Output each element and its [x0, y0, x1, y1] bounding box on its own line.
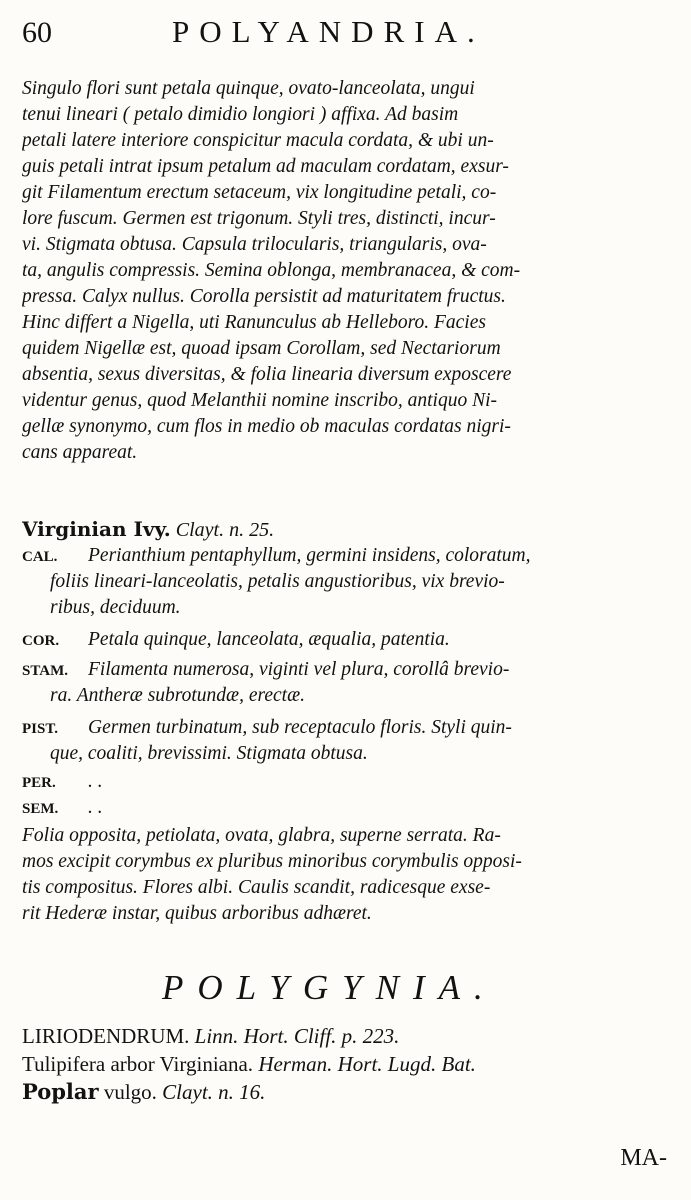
character-text: foliis lineari-lanceolatis, petalis angustioribus, vix brevio-: [50, 571, 505, 592]
character-label: STAM.: [22, 663, 68, 679]
character-text: Filamenta numerosa, viginti vel plura, corollâ brevio-: [88, 659, 510, 680]
text-line: cans appareat.: [22, 442, 138, 463]
text-line: gellæ synonymo, cum flos in medio ob maculas cordatas nigri-: [22, 416, 511, 437]
character-text: que, coaliti, brevissimi. Stigmata obtusa.: [50, 743, 368, 764]
text-line: guis petali intrat ipsum petalum ad maculam cordatam, exsur-: [22, 156, 509, 177]
character-text: . .: [88, 771, 103, 792]
character-label: PER.: [22, 775, 56, 791]
text-line: pressa. Calyx nullus. Corolla persistit ad maturitatem fructus.: [22, 286, 506, 307]
section-heading: POLYGYNIA.: [162, 968, 497, 1007]
text-line: git Filamentum erectum setaceum, vix longitudine petali, co-: [22, 182, 497, 203]
character-label: PIST.: [22, 721, 58, 737]
entry-line: [22, 1050, 682, 1078]
text-line: videntur genus, quod Melanthii nomine inscribo, antiquo Ni-: [22, 390, 497, 411]
character-label: COR.: [22, 633, 60, 649]
text-line: petali latere interiore conspicitur macula cordata, & ubi un-: [22, 130, 494, 151]
entry-reference: Clayt. n. 16.: [162, 1080, 266, 1104]
character-line: [22, 595, 691, 621]
character-line: [22, 627, 682, 654]
character-line: [22, 683, 691, 709]
text-line: lore fuscum. Germen est trigonum. Styli tres, distincti, incur-: [22, 208, 496, 229]
character-text: ra. Antheræ subrotundæ, erectæ.: [50, 685, 305, 706]
character-text: . .: [88, 797, 103, 818]
page-header: [22, 14, 662, 54]
character-text: ribus, deciduum.: [50, 597, 181, 618]
character-line: [22, 769, 682, 796]
entry-line: [22, 1078, 682, 1106]
text-line: vi. Stigmata obtusa. Capsula trilocularis, triangularis, ova-: [22, 234, 487, 255]
blackletter-title: Virginian Ivy.: [22, 517, 171, 541]
character-line: [22, 657, 682, 684]
character-label: CAL.: [22, 549, 58, 565]
text-line: Singulo flori sunt petala quinque, ovato-lanceolata, ungui: [22, 78, 475, 99]
genus-name: LIRIODENDRUM.: [22, 1024, 190, 1048]
character-text: Petala quinque, lanceolata, æqualia, patentia.: [88, 629, 450, 650]
entry-title: [22, 516, 682, 543]
character-text: Perianthium pentaphyllum, germini insidens, coloratum,: [88, 545, 531, 566]
synonym-name: Tulipifera arbor Virginiana.: [22, 1052, 254, 1076]
running-head: POLYANDRIA.: [172, 14, 485, 49]
description-line: tis compositus. Flores albi. Caulis scandit, radicesque exse-: [22, 877, 491, 898]
text-line: ta, angulis compressis. Semina oblonga, membranacea, & com-: [22, 260, 521, 281]
text-line: Hinc differt a Nigella, uti Ranunculus ab Helleboro. Facies: [22, 312, 486, 333]
character-line: [22, 569, 691, 595]
entry-line: [22, 1022, 682, 1050]
page-number: 60: [22, 16, 52, 49]
character-line: [22, 741, 691, 767]
text-line: absentia, sexus diversitas, & folia linearia diversum exposcere: [22, 364, 512, 385]
entry-reference: Linn. Hort. Cliff. p. 223.: [194, 1024, 400, 1048]
blackletter-vernacular: Poplar: [22, 1079, 99, 1104]
entry-reference: Herman. Hort. Lugd. Bat.: [258, 1052, 476, 1076]
text-line: quidem Nigellæ est, quoad ipsam Corollam, sed Nectariorum: [22, 338, 501, 359]
character-line: [22, 795, 682, 822]
character-label: SEM.: [22, 801, 59, 817]
vernacular-label: vulgo.: [103, 1080, 157, 1104]
entry-reference: Clayt. n. 25.: [175, 519, 275, 541]
catchword: MA-: [620, 1145, 667, 1171]
description-line: rit Hederæ instar, quibus arboribus adhæret.: [22, 903, 372, 924]
character-line: [22, 543, 682, 570]
character-line: [22, 715, 682, 742]
description-line: Folia opposita, petiolata, ovata, glabra, superne serrata. Ra-: [22, 825, 501, 846]
character-text: Germen turbinatum, sub receptaculo floris. Styli quin-: [88, 717, 512, 738]
text-line: tenui lineari ( petalo dimidio longiori ) affixa. Ad basim: [22, 104, 459, 125]
description-line: mos excipit corymbus ex pluribus minoribus corymbulis opposi-: [22, 851, 522, 872]
